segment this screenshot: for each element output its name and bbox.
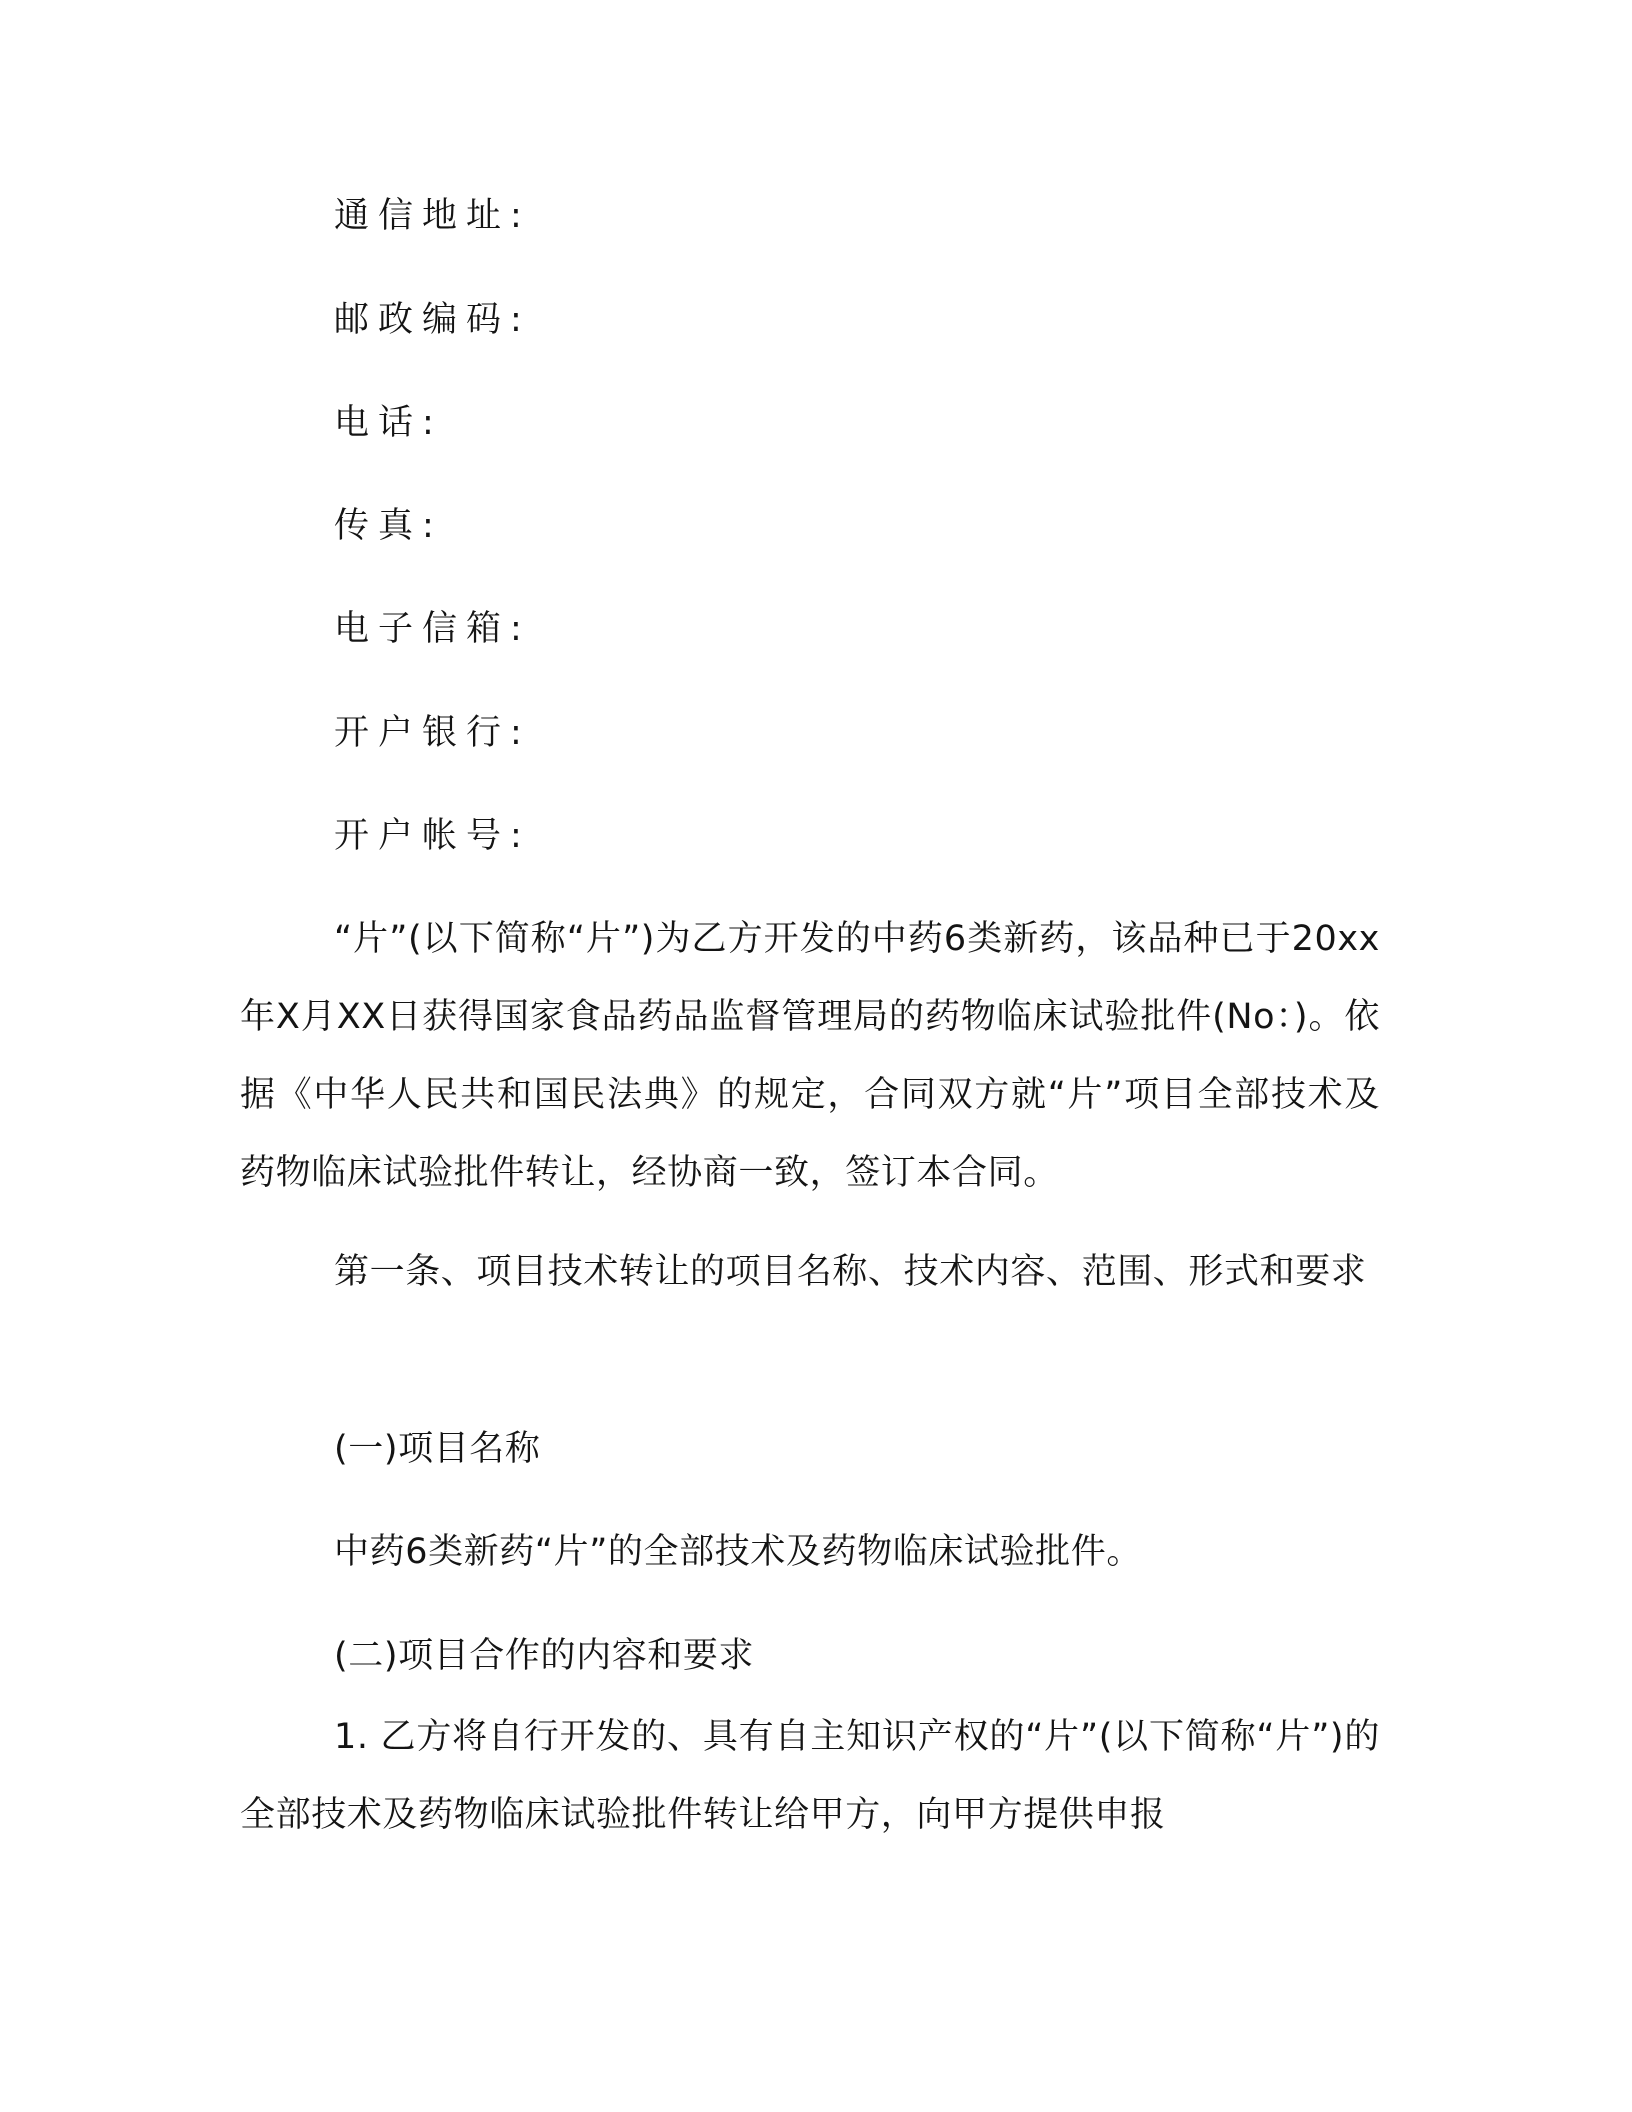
field-email: 电子信箱: [334, 609, 531, 649]
item-one-paragraph: 1. 乙方将自行开发的、具有自主知识产权的“片”(以下简称“片”)的全部技术及药物临床试验批件转让给甲方，向甲方提供申报 [240, 1717, 1380, 1835]
field-fax: 传真: [334, 506, 443, 546]
field-bank-name: 开户银行: [334, 713, 531, 753]
article-one-heading: 第一条、项目技术转让的项目名称、技术内容、范围、形式和要求 [334, 1252, 1367, 1292]
field-postal-code: 邮政编码: [334, 300, 531, 340]
intro-paragraph: “片”(以下简称“片”)为乙方开发的中药6类新药，该品种已于20xx年X月XX日获得国家食品药品监督管理局的药物临床试验批件(No：)。依据《中华人民共和国民法典》的规定，合同双方就“片”项目全部技术及药物临床试验批件转让，经协商一致，签订本合同。 [240, 919, 1380, 1193]
section-two-title: (二)项目合作的内容和要求 [334, 1636, 755, 1676]
section-one-body: 中药6类新药“片”的全部技术及药物临床试验批件。 [334, 1532, 1142, 1572]
field-bank-account: 开户帐号: [334, 816, 531, 856]
field-mailing-address: 通信地址: [334, 196, 531, 236]
field-telephone: 电话: [334, 403, 443, 443]
section-one-title: (一)项目名称 [334, 1429, 541, 1469]
